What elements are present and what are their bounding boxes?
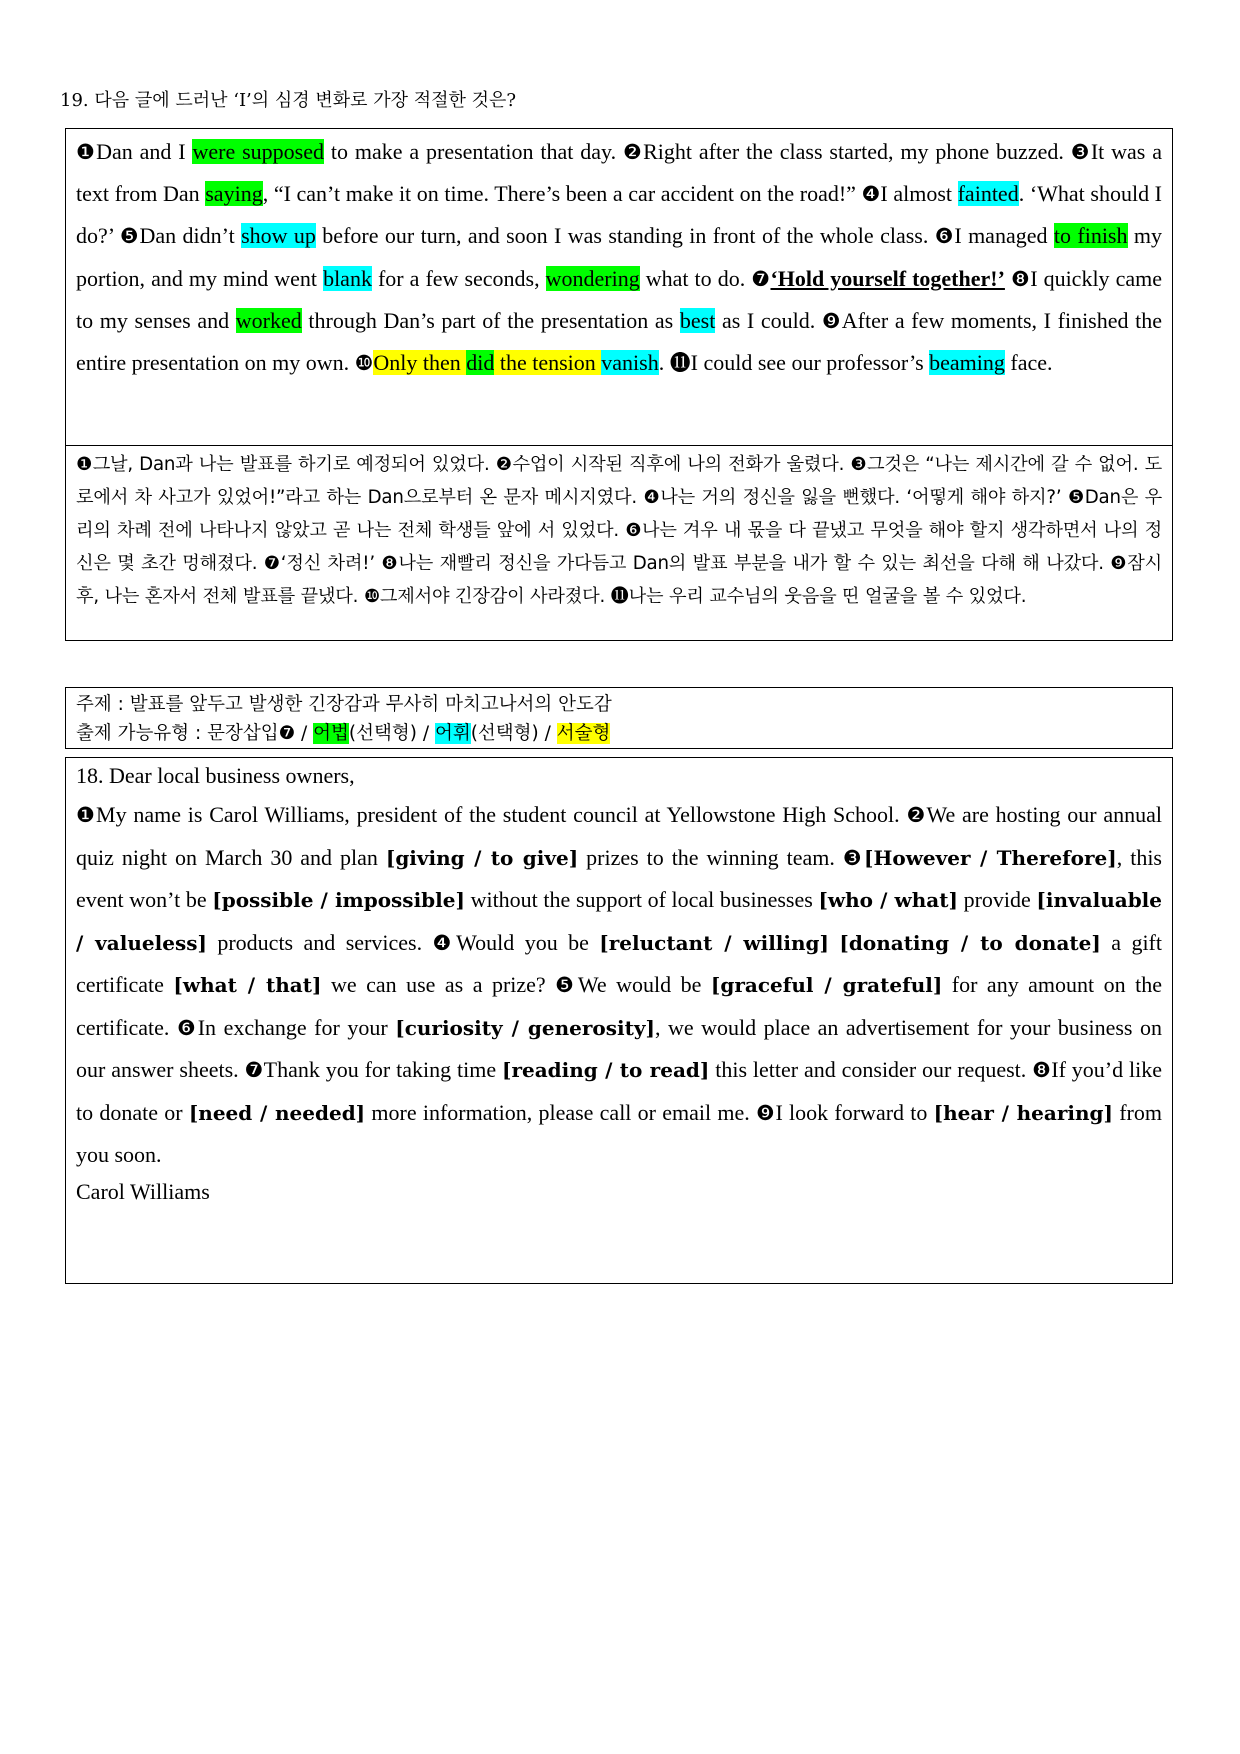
sentence-number: ❽ [1032,1058,1052,1082]
sentence-number: ❺ [555,973,578,997]
question-19-translation [65,445,1173,641]
letter-span: products and services. [206,929,433,955]
passage-span: Dan didn’t [139,223,242,249]
types-prefix: 출제 가능유형 : 문장삽입❼ / [76,723,314,744]
passage-span: . [658,350,670,376]
passage-span: as I could. [715,307,822,333]
highlight-cyan: vanish [601,350,659,376]
sentence-number: ❾ [821,308,842,333]
passage-span: I managed [954,223,1054,249]
letter-body [76,794,1162,1176]
choice-bracket: [However / Therefore] [864,845,1117,870]
choice-bracket: [donating / to donate] [839,930,1101,955]
letter-span: provide [957,887,1037,912]
letter-span: without the support of local businesses [464,887,819,912]
sentence-number: ❷ [906,803,927,827]
sentence-number: ❸ [1070,140,1091,164]
translation-text: ❶그날, Dan과 나는 발표를 하기로 예정되어 있었다. ❷수업이 시작된 직후에 나의 전화가 울렸다. ❸그것은 “나는 제시간에 갈 수 없어. 도로에서 차 사고가 있었어!”라고 하는 Dan으로부터 온 문자 메시지였다. ❹나는 거의 정신을 잃을 뻔했다. ‘어떻게 해야 하지?’ ❺Dan은 우리의 차례 전에 나타나지 않았고 곧 나는 전체 학생들 앞에 서 있었다. ❻나는 겨우 내 몫을 다 끝냈고 무엇을 해야 할지 생각하면서 나의 정신은 몇 초간 멍해졌다. ❼‘정신 차려!’ ❽나는 재빨리 정신을 가다듬고 Dan의 발표 부분을 내가 할 수 있는 최선을 다해 해 나갔다. ❾잠시 후, 나는 혼자서 전체 발표를 끝냈다. ❿그제서야 긴장감이 사라졌다. ⓫나는 우리 교수님의 웃음을 띤 얼굴을 볼 수 있었다. [76,454,1162,607]
passage-span: It was a text from Dan [76,139,1163,207]
sentence-number: ❶ [76,140,97,164]
letter-span: more information, please call or email me. [365,1099,756,1125]
choice-bracket: [graceful / grateful] [710,973,943,997]
letter-span: , we would place an advertisement for your business on our answer sheets. [76,1014,1162,1082]
choice-bracket: [invaluable / valueless] [76,888,1163,955]
type-suffix: (선택형) / [470,723,557,744]
letter-span [829,930,839,955]
sentence-number: ❷ [622,140,644,164]
passage-span: Right after the class started, my phone buzzed. [643,139,1071,164]
letter-span: In exchange for your [197,1014,396,1040]
sentence-number: ❽ [1010,266,1031,291]
letter-greeting [76,758,1162,794]
letter-span: for any amount on the certificate. [76,972,1162,1040]
letter-span: I look forward to [775,1099,934,1125]
highlight-cyan: show up [241,223,316,249]
highlight-green: to finish [1053,223,1128,249]
highlight-green: saying [205,181,263,207]
type-grammar: 어법 [313,723,349,744]
passage-span: for a few seconds, [371,265,546,291]
choice-bracket: [need / needed] [188,1100,366,1125]
sentence-number: ⓫ [669,351,691,376]
passage-span: I could see our professor’s [690,350,930,376]
question-19-passage [65,128,1173,446]
highlight-green: worked [235,307,302,333]
theme-box [65,687,1173,749]
choice-bracket: [who / what] [818,888,958,912]
choice-bracket: [what / that] [173,973,322,997]
highlight-green: were supposed [192,139,324,164]
question-types [76,719,1162,748]
letter-span: a gift certificate [76,929,1162,997]
type-essay: 서술형 [556,723,611,744]
choice-bracket: [reluctant / willing] [599,930,829,955]
passage-text [76,131,1162,384]
passage-span: through Dan’s part of the presentation as [301,307,680,333]
sentence-number: ❾ [755,1100,776,1125]
choice-bracket: [hear / hearing] [933,1100,1113,1125]
letter-span: Thank you for taking time [263,1057,502,1082]
passage-span: I almost [880,181,958,207]
passage-span: After a few moments, I finished the entire presentation on my own. [76,307,1163,376]
sentence-number: ❸ [842,845,864,870]
sentence-number: ❿ [354,351,374,376]
theme-text: 주제 : 발표를 앞두고 발생한 긴장감과 무사히 마치고나서의 안도감 [76,694,612,715]
type-vocab: 어휘 [434,723,471,744]
passage-span: , “I can’t make it on time. There’s been a car accident on the road!” [262,181,862,207]
letter-span: this letter and consider our request. [709,1057,1033,1082]
letter-span: , this event won’t be [76,844,1162,912]
letter-span: Would you be [456,929,600,955]
passage-span: to make a presentation that day. [324,139,623,164]
sentence-number: ❶ [76,803,97,827]
highlight-green: did [466,350,495,376]
letter-signature: Carol Williams [76,1178,210,1204]
letter-span: prizes to the winning team. [578,844,843,870]
underlined-sentence: ‘Hold yourself together!’ [770,265,1005,291]
sentence-number: ❺ [119,224,140,249]
passage-span: Dan and I [96,139,193,164]
letter-span: We are hosting our annual quiz night on March 30 and plan [76,802,1162,870]
highlight-yellow: Only then [373,350,467,376]
passage-span: . ‘What should I do?’ [76,181,1163,249]
choice-bracket: [possible / impossible] [212,888,465,912]
greeting-text: Dear local business owners, [103,763,355,788]
letter-span: My name is Carol Williams, president of the student council at Yellowstone High School. [96,802,907,827]
question-18-number: 18. [76,763,104,788]
highlight-cyan: blank [323,265,372,291]
question-18-letter [65,757,1173,1284]
highlight-cyan: beaming [929,350,1005,376]
sentence-number: ❹ [861,182,881,207]
sentence-number: ❼ [244,1058,264,1082]
passage-span: face. [1004,350,1053,376]
highlight-cyan: fainted [957,181,1019,207]
passage-span: my portion, and my mind went [76,223,1163,291]
highlight-yellow: the tension [494,350,602,376]
letter-span: If you’d like to donate or [76,1057,1162,1125]
choice-bracket: [curiosity / generosity] [395,1015,655,1040]
passage-span: what to do. [639,265,752,291]
letter-span: we can use as a prize? [321,972,556,997]
passage-span: I quickly came to my senses and [76,265,1162,333]
sentence-number: ❹ [432,930,457,955]
highlight-green: wondering [545,265,640,291]
letter-span: from you soon. [76,1099,1162,1167]
highlight-cyan: best [679,307,716,333]
sentence-number: ❼ [751,266,771,291]
choice-bracket: [giving / to give] [385,845,579,870]
choice-bracket: [reading / to read] [501,1058,710,1082]
sentence-number: ❻ [934,224,955,249]
type-suffix: (선택형) / [348,723,435,744]
passage-span: before our turn, and soon I was standing in front of the whole class. [315,223,935,249]
letter-span: We would be [577,972,711,997]
question-19-title: 19. 다음 글에 드러난 ‘I’의 심경 변화로 가장 적절한 것은? [60,90,517,111]
sentence-number: ❻ [176,1015,198,1040]
